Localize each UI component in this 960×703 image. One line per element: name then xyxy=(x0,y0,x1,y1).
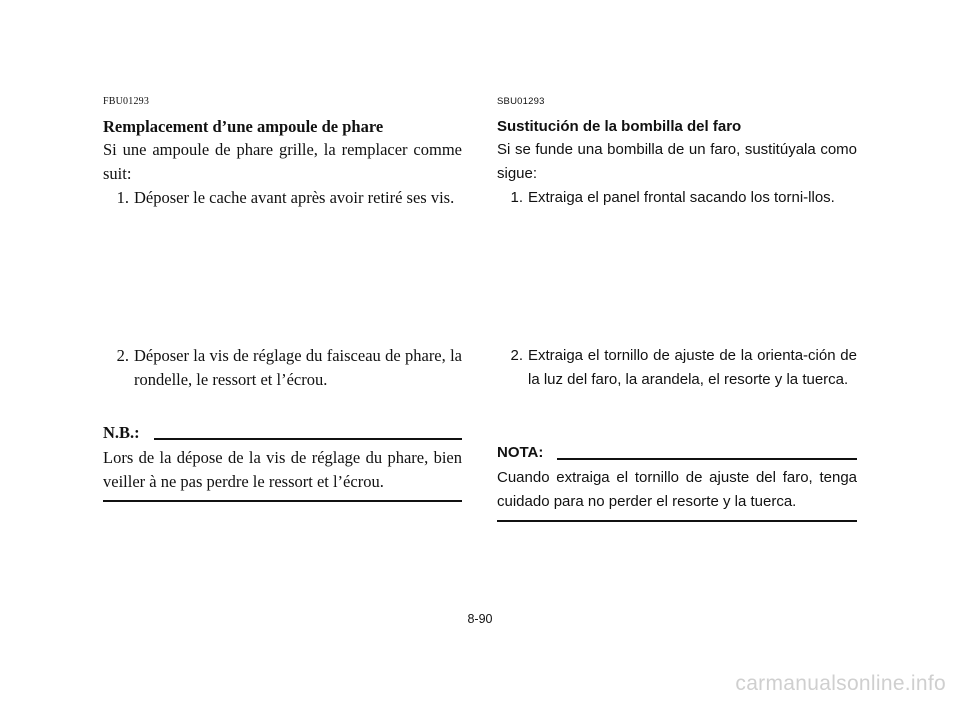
step-number: 2. xyxy=(116,346,129,365)
note-text: Cuando extraiga el tornillo de ajuste del faro, tenga cuidado para no perder el resorte y la tuerca. xyxy=(497,469,857,510)
step-text: Extraiga el tornillo de ajuste de la orienta-ción de la luz del faro, la arandela, el resorte y la tuerca. xyxy=(528,347,857,388)
step-number: 2. xyxy=(510,347,523,364)
note-text: Lors de la dépose de la vis de réglage du phare, bien veiller à ne pas perdre le ressort et l’écrou. xyxy=(103,448,462,491)
note-rule xyxy=(154,438,462,440)
step-text: Extraiga el panel frontal sacando los torni-llos. xyxy=(528,189,835,206)
spanish-column xyxy=(497,96,857,510)
note-rule xyxy=(557,458,857,460)
step-text: Déposer la vis de réglage du faisceau de phare, la rondelle, le ressort et l’écrou. xyxy=(134,346,462,389)
note-header xyxy=(497,442,857,464)
section-code: SBU01293 xyxy=(497,96,545,107)
section-title: Sustitución de la bombilla del faro xyxy=(497,118,742,135)
note-label: N.B.: xyxy=(103,423,140,442)
step-1 xyxy=(103,186,462,210)
intro-text: Si une ampoule de phare grille, la remplacer comme suit: xyxy=(103,140,462,183)
note-label: NOTA: xyxy=(497,444,544,461)
note-end-rule xyxy=(103,500,462,502)
step-2 xyxy=(497,344,857,392)
french-column xyxy=(103,96,462,491)
step-number: 1. xyxy=(116,188,129,207)
step-number: 1. xyxy=(510,189,523,206)
note-end-rule xyxy=(497,520,857,522)
section-code: FBU01293 xyxy=(103,96,150,107)
intro-text: Si se funde una bombilla de un faro, sustitúyala como sigue: xyxy=(497,141,857,182)
step-1 xyxy=(497,186,857,210)
section-title: Remplacement d’une ampoule de phare xyxy=(103,117,384,136)
note-box xyxy=(103,422,462,502)
step-2 xyxy=(103,344,462,392)
watermark: carmanualsonline.info xyxy=(735,672,946,695)
step-text: Déposer le cache avant après avoir retiré ses vis. xyxy=(134,188,455,207)
note-box xyxy=(497,442,857,522)
note-header xyxy=(103,422,462,444)
page-number: 8-90 xyxy=(467,612,493,626)
